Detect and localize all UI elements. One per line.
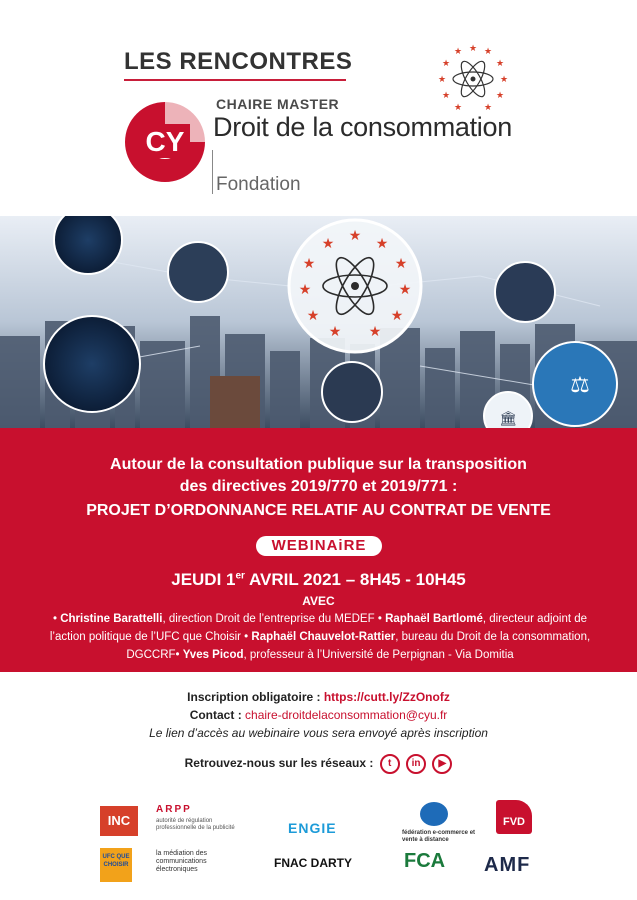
svg-text:★: ★	[394, 256, 408, 272]
svg-text:★: ★	[298, 282, 312, 298]
inscription-label: Inscription obligatoire :	[187, 690, 324, 704]
svg-text:★: ★	[441, 59, 451, 69]
fevad-subtitle: fédération e-commerce et vente à distance	[402, 830, 476, 843]
twitter-icon[interactable]: t	[380, 754, 400, 774]
svg-text:★: ★	[321, 236, 335, 252]
fca-logo: FCA	[404, 850, 446, 872]
speaker-name: Yves Picod	[182, 649, 244, 661]
event-title-line2: des directives 2019/770 et 2019/771 :	[179, 478, 458, 495]
event-title-line3: PROJET D’ORDONNANCE RELATIF AU CONTRAT DE VENTE	[86, 502, 551, 519]
svg-text:⚖: ⚖	[570, 373, 590, 398]
contact-email[interactable]: chaire-droitdelaconsommation@cyu.fr	[245, 708, 448, 722]
svg-text:★: ★	[468, 44, 478, 54]
fondation-divider	[212, 150, 213, 194]
svg-text:★: ★	[302, 256, 316, 272]
registration-info	[0, 688, 637, 742]
amf-logo: AMF	[484, 854, 531, 876]
cy-logo-text: CY	[145, 126, 185, 157]
youtube-icon[interactable]: ▶	[432, 754, 452, 774]
date-rest: AVRIL 2021 – 8H45 - 10H45	[244, 570, 466, 589]
event-panel	[0, 428, 637, 672]
access-note: Le lien d’accès au webinaire vous sera envoyé après inscription	[149, 726, 488, 740]
speaker-name: Raphaël Chauvelot-Rattier	[251, 631, 396, 643]
svg-text:★: ★	[483, 103, 493, 113]
contact-label: Contact :	[189, 708, 246, 722]
arpp-subtitle: autorité de régulation professionnelle de la publicité	[156, 818, 235, 831]
svg-text:★: ★	[398, 282, 412, 298]
atom-stars-logo	[436, 42, 510, 114]
svg-text:★: ★	[437, 75, 447, 85]
date-ordinal: er	[235, 570, 245, 582]
svg-text:★: ★	[306, 308, 320, 324]
svg-text:★: ★	[499, 75, 509, 85]
svg-text:★: ★	[483, 47, 493, 57]
event-date	[0, 570, 637, 590]
social-label: Retrouvez-nous sur les réseaux :	[184, 756, 374, 771]
program-title: Droit de la consommation	[213, 112, 512, 142]
speaker-name: Raphaël Bartlomé	[385, 613, 483, 625]
speaker-role: , direction Droit de l’entreprise du MEDEF	[162, 613, 378, 625]
svg-text:★: ★	[328, 324, 342, 340]
chaire-label: CHAIRE MASTER	[216, 96, 340, 112]
fvd-logo: FVD	[496, 800, 532, 834]
header	[0, 0, 637, 216]
social-row	[0, 754, 637, 774]
speaker-list: • Christine Barattelli, direction Droit de l’entreprise du MEDEF • Raphaël Bartlomé, directeur adjoint de l’action politique de l’UFC que Choisir • Raphaël Chauvelot-Rattier, bureau du Droit de la consommation, DGCCRF• Yves Picod, professeur à l’Université de Perpignan - Via Domitia	[49, 613, 591, 661]
svg-text:★: ★	[368, 324, 382, 340]
linkedin-icon[interactable]: in	[406, 754, 426, 774]
svg-text:★: ★	[441, 91, 451, 101]
speaker-role: , directeur adjoint de l’action politique de l’UFC que Choisir	[49, 613, 588, 643]
partner-logos	[0, 790, 637, 900]
svg-text:★: ★	[453, 103, 463, 113]
series-title: LES RENCONTRES	[124, 48, 353, 75]
event-title-line1: Autour de la consultation publique sur la transposition	[110, 456, 527, 473]
date-day: JEUDI 1	[171, 570, 236, 589]
mediation-logo: la médiation des communications électroniques	[156, 850, 207, 873]
svg-text:★: ★	[453, 47, 463, 57]
series-underline	[124, 79, 346, 81]
fevad-logo	[420, 802, 448, 826]
svg-text:★: ★	[375, 236, 389, 252]
speaker-role: , professeur à l’Université de Perpignan - Via Domitia	[243, 649, 514, 661]
svg-text:🏛: 🏛	[499, 411, 517, 427]
svg-text:★: ★	[495, 91, 505, 101]
svg-text:★: ★	[390, 308, 404, 324]
format-badge: WEBINAiRE	[256, 536, 382, 556]
svg-text:★: ★	[495, 59, 505, 69]
engie-logo: ENGIE	[288, 820, 337, 836]
speaker-role: , bureau du Droit de la consommation, DGCCRF	[126, 631, 591, 661]
cy-logo	[122, 100, 208, 182]
inc-logo: INC	[100, 806, 138, 836]
fnac-darty-logo: FNAC DARTY	[274, 856, 352, 870]
speakers-heading: AVEC	[302, 594, 335, 608]
arpp-logo: ARPP	[156, 804, 192, 815]
fondation-label: Fondation	[216, 174, 301, 195]
city-network-banner	[0, 216, 637, 428]
ufc-logo: UFC QUE CHOISIR	[100, 848, 132, 882]
svg-text:★: ★	[348, 228, 362, 244]
inscription-link[interactable]: https://cutt.ly/ZzOnofz	[323, 690, 450, 704]
speaker-name: Christine Barattelli	[60, 613, 163, 625]
